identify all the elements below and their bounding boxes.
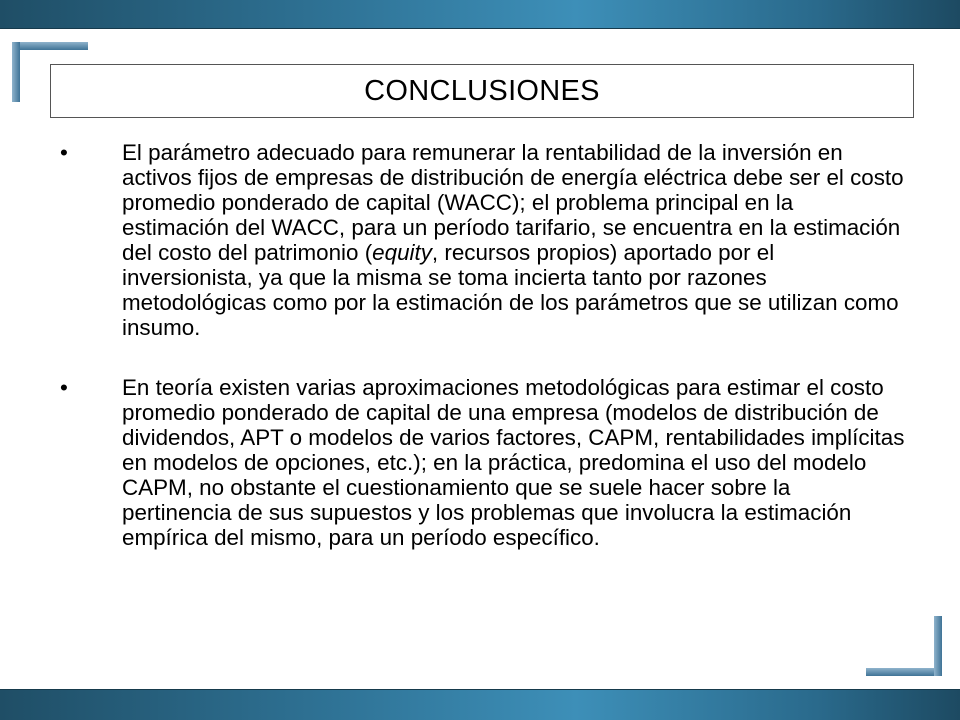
bullet-text: En teoría existen varias aproximaciones metodológicas para estimar el costo promedio ponderado de capital de una empresa (modelos de distribución de dividendos, APT o modelos de varios factores, CAPM, rentabilidades implícitas en modelos de opciones, etc.); en la práctica, predomina el uso del modelo CAPM, no obstante el cuestionamiento que se suele hacer sobre la pertinencia de sus supuestos y los problemas que involucra la estimación empírica del mismo, para un período específico.: [122, 375, 905, 550]
slide-title: CONCLUSIONES: [364, 74, 600, 107]
title-box: [50, 64, 914, 118]
bullet-item-1: [56, 140, 906, 340]
corner-bracket-top-left: [12, 42, 88, 50]
bullet-marker: •: [60, 140, 68, 165]
bullet-text-part-1: El parámetro adecuado para remunerar la rentabilidad de la inversión en activos fijos de empresas de distribución de energía eléctrica debe ser el costo promedio ponderado de capital (WACC); el problema principal en la estimación del WACC, para un período tarifario, se encuentra en la estimación del costo del patrimonio (: [122, 140, 904, 265]
bullet-emphasis-equity: equity: [372, 240, 432, 265]
bullet-list: [56, 140, 906, 550]
bottom-footer-band: [0, 689, 960, 720]
corner-bracket-bottom-right: [866, 668, 942, 676]
bullet-item-2: [56, 375, 906, 550]
bullet-text-part-2: , recursos propios) aportado por el inversionista, ya que la misma se toma incierta tanto por razones metodológicas como por la estimación de los parámetros que se utilizan como insumo.: [122, 240, 899, 340]
corner-bracket-bottom-right-vertical: [934, 616, 942, 676]
bullet-marker: •: [60, 375, 68, 400]
corner-bracket-top-left-vertical: [12, 42, 20, 102]
top-header-band: [0, 0, 960, 29]
